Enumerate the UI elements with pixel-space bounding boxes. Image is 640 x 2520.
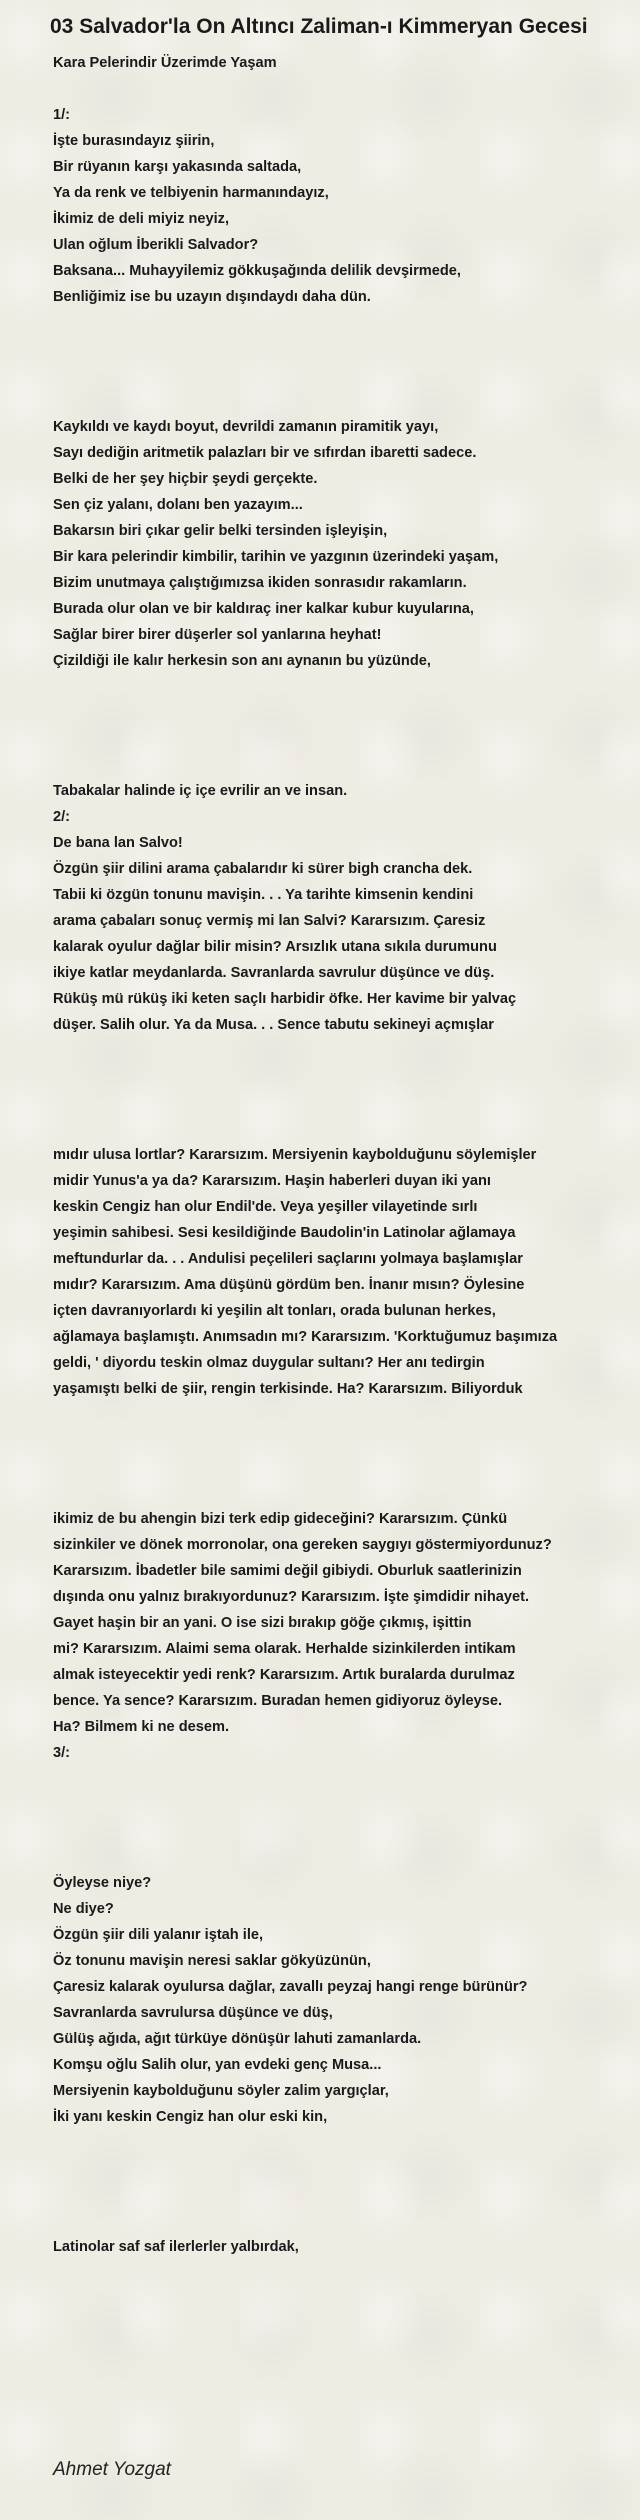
poem-line: geldi, ' diyordu teskin olmaz duygular sultanı? Her anı tedirgin	[53, 1355, 485, 1371]
poem-line: Sağlar birer birer düşerler sol yanlarına heyhat!	[53, 627, 382, 643]
poem-line: almak isteyecektir yedi renk? Kararsızım. Artık buralarda durulmaz	[53, 1667, 515, 1683]
poem-line: İkimiz de deli miyiz neyiz,	[53, 211, 229, 227]
poem-blank-line	[53, 700, 633, 726]
poem-line: Bir rüyanın karşı yakasında saltada,	[53, 159, 302, 175]
poem-line: Burada olur olan ve bir kaldıraç iner kalkar kubur kuyularına,	[53, 601, 474, 617]
poem-line: Belki de her şey hiçbir şeydi gerçekte.	[53, 471, 318, 487]
poem-line: Tabii ki özgün tonunu mavişin. . . Ya tarihte kimsenin kendini	[53, 887, 474, 903]
poem-line: İşte burasındayız şiirin,	[53, 133, 215, 149]
poem-line: Gayet haşin bir an yani. O ise sizi bırakıp göğe çıkmış, işittin	[53, 1615, 472, 1631]
poem-blank-line	[53, 1038, 633, 1064]
poem-line: düşer. Salih olur. Ya da Musa. . . Sence tabutu sekineyi açmışlar	[53, 1017, 494, 1033]
poem-line: yeşimin sahibesi. Sesi kesildiğinde Baudolin'in Latinolar ağlamaya	[53, 1225, 516, 1241]
poem-blank-line	[53, 1064, 633, 1090]
poem-blank-line	[53, 2156, 633, 2182]
poem-line: Bakarsın biri çıkar gelir belki tersinden işleyişin,	[53, 523, 388, 539]
poem-blank-line	[53, 1454, 633, 1480]
poem-line: Gülüş ağıda, ağıt türküye dönüşür lahuti zamanlarda.	[53, 2031, 422, 2047]
poem-body	[53, 50, 633, 2260]
poem-line: De bana lan Salvo!	[53, 835, 183, 851]
poem-line: Savranlarda savrulursa düşünce ve düş,	[53, 2005, 333, 2021]
poem-line: Benliğimiz ise bu uzayın dışındaydı daha dün.	[53, 289, 371, 305]
poem-line: mıdır ulusa lortlar? Kararsızım. Mersiyenin kaybolduğunu söylemişler	[53, 1147, 537, 1163]
poem-line: ikimiz de bu ahengin bizi terk edip gideceğini? Kararsızım. Çünkü	[53, 1511, 508, 1527]
poem-blank-line	[53, 1116, 633, 1142]
poem-line: Bir kara pelerindir kimbilir, tarihin ve yazgının üzerindeki yaşam,	[53, 549, 499, 565]
poem-line: ikiye katlar meydanlarda. Savranlarda savrulur düşünce ve düş.	[53, 965, 495, 981]
poem-blank-line	[53, 362, 633, 388]
poem-line: Kaykıldı ve kaydı boyut, devrildi zamanın piramitik yayı,	[53, 419, 439, 435]
poem-line: Latinolar saf saf ilerlerler yalbırdak,	[53, 2239, 299, 2255]
poem-line: İki yanı keskin Cengiz han olur eski kin,	[53, 2109, 328, 2125]
poem-title: 03 Salvador'la On Altıncı Zaliman-ı Kimmeryan Gecesi	[50, 15, 588, 38]
poem-blank-line	[53, 336, 633, 362]
poem-line: Komşu oğlu Salih olur, yan evdeki genç Musa...	[53, 2057, 382, 2073]
poem-blank-line	[53, 1428, 633, 1454]
poem-line: 2/:	[53, 809, 71, 825]
poem-line: sizinkiler ve dönek morronolar, ona gereken saygıyı göstermiyordunuz?	[53, 1537, 552, 1553]
poem-line: içten davranıyorlardı ki yeşilin alt tonları, orada bulunan herkes,	[53, 1303, 496, 1319]
poem-blank-line	[53, 1792, 633, 1818]
poem-line: kalarak oyulur dağlar bilir misin? Arsızlık utana sıkıla durumunu	[53, 939, 497, 955]
poem-line: Kararsızım. İbadetler bile samimi değil gibiydi. Oburluk saatlerinizin	[53, 1563, 522, 1579]
poem-blank-line	[53, 2182, 633, 2208]
poem-blank-line	[53, 1090, 633, 1116]
poem-blank-line	[53, 2208, 633, 2234]
poem-line: mıdır? Kararsızım. Ama düşünü gördüm ben. İnanır mısın? Öylesine	[53, 1277, 525, 1293]
poem-line: ağlamaya başlamıştı. Anımsadın mı? Kararsızım. 'Korktuğumuz başımıza	[53, 1329, 558, 1345]
poem-line: midir Yunus'a ya da? Kararsızım. Haşin haberleri duyan iki yanı	[53, 1173, 491, 1189]
poem-blank-line	[53, 674, 633, 700]
poem-line: Mersiyenin kaybolduğunu söyler zalim yargıçlar,	[53, 2083, 389, 2099]
poem-line: Sayı dediğin aritmetik palazları bir ve sıfırdan ibaretti sadece.	[53, 445, 477, 461]
poem-author: Ahmet Yozgat	[53, 2459, 171, 2480]
poem-line: Öyleyse niye?	[53, 1875, 152, 1891]
poem-line: Tabakalar halinde iç içe evrilir an ve insan.	[53, 783, 348, 799]
poem-blank-line	[53, 1818, 633, 1844]
poem-line: Sen çiz yalanı, dolanı ben yazayım...	[53, 497, 303, 513]
poem-line: keskin Cengiz han olur Endil'de. Veya yeşiller vilayetinde sırlı	[53, 1199, 478, 1215]
poem-line: Ne diye?	[53, 1901, 114, 1917]
poem-line: bence. Ya sence? Kararsızım. Buradan hemen gidiyoruz öyleyse.	[53, 1693, 503, 1709]
poem-line: meftundurlar da. . . Andulisi peçelileri saçlarını yolmaya başlamışlar	[53, 1251, 523, 1267]
poem-blank-line	[53, 2130, 633, 2156]
poem-line: Özgün şiir dili yalanır iştah ile,	[53, 1927, 264, 1943]
poem-line: Ulan oğlum İberikli Salvador?	[53, 237, 259, 253]
poem-line: Baksana... Muhayyilemiz gökkuşağında delilik devşirmede,	[53, 263, 461, 279]
poem-blank-line	[53, 1844, 633, 1870]
poem-blank-line	[53, 752, 633, 778]
poem-line: Ha? Bilmem ki ne desem.	[53, 1719, 230, 1735]
poem-blank-line	[53, 388, 633, 414]
poem-line: Çaresiz kalarak oyulursa dağlar, zavallı peyzaj hangi renge bürünür?	[53, 1979, 528, 1995]
poem-line: Çizildiği ile kalır herkesin son anı aynanın bu yüzünde,	[53, 653, 431, 669]
poem-line: Rüküş mü rüküş iki keten saçlı harbidir öfke. Her kavime bir yalvaç	[53, 991, 517, 1007]
poem-line: Ya da renk ve telbiyenin harmanındayız,	[53, 185, 329, 201]
poem-blank-line	[53, 1766, 633, 1792]
poem-line: Özgün şiir dilini arama çabalarıdır ki sürer bigh crancha dek.	[53, 861, 473, 877]
poem-line: mi? Kararsızım. Alaimi sema olarak. Herhalde sizinkilerden intikam	[53, 1641, 516, 1657]
poem-line: arama çabaları sonuç vermiş mi lan Salvi? Kararsızım. Çaresiz	[53, 913, 486, 929]
poem-line: 1/:	[53, 107, 71, 123]
poem-blank-line	[53, 310, 633, 336]
poem-line: yaşamıştı belki de şiir, rengin terkisinde. Ha? Kararsızım. Biliyorduk	[53, 1381, 523, 1397]
poem-blank-line	[53, 726, 633, 752]
poem-line: Öz tonunu mavişin neresi saklar gökyüzünün,	[53, 1953, 371, 1969]
poem-blank-line	[53, 1402, 633, 1428]
poem-line: Bizim unutmaya çalıştığımızsa ikiden sonrasıdır rakamların.	[53, 575, 467, 591]
poem-line: 3/:	[53, 1745, 71, 1761]
poem-blank-line	[53, 76, 633, 102]
poem-blank-line	[53, 1480, 633, 1506]
poem-line: Kara Pelerindir Üzerimde Yaşam	[53, 55, 277, 71]
poem-line: dışında onu yalnız bırakıyordunuz? Kararsızım. İşte şimdidir nihayet.	[53, 1589, 530, 1605]
